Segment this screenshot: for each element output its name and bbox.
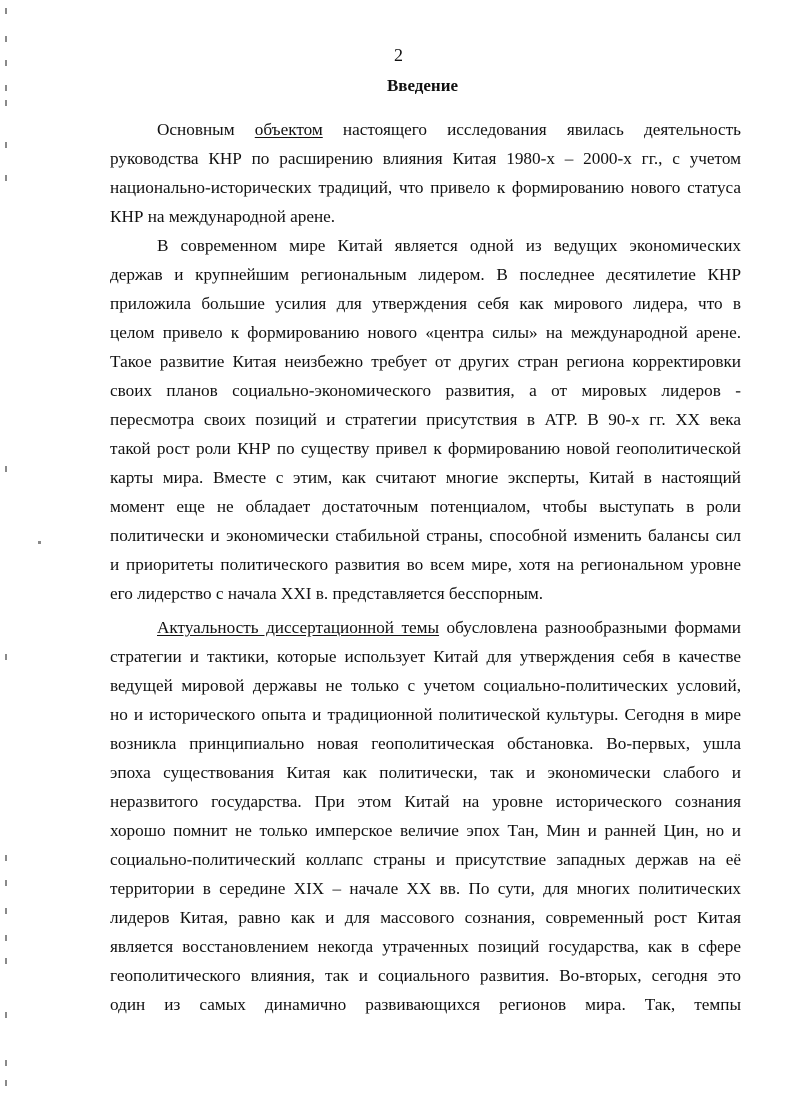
scan-speck bbox=[5, 100, 7, 106]
text-line bbox=[110, 318, 741, 347]
text-run: В современном мире Китай является одной из ведущих экономических bbox=[157, 236, 741, 255]
text-run: стратегии и тактики, которые использует Китай для утверждения себя в качестве bbox=[110, 647, 741, 666]
scan-speck bbox=[5, 908, 7, 914]
text-run: Основным bbox=[157, 120, 255, 139]
text-line bbox=[110, 202, 335, 231]
scan-speck bbox=[5, 935, 7, 941]
text-line bbox=[110, 260, 741, 289]
text-line bbox=[110, 874, 741, 903]
text-run: и приоритеты политического развития во всем мире, хотя на региональном уровне bbox=[110, 555, 741, 574]
scan-speck bbox=[5, 1060, 7, 1066]
text-line bbox=[110, 671, 741, 700]
text-run: своих планов социально-экономического развития, а от мировых лидеров - bbox=[110, 381, 741, 400]
text-line bbox=[110, 463, 741, 492]
text-run: момент еще не обладает достаточным потенциалом, чтобы выступать в роли bbox=[110, 497, 741, 516]
scan-speck bbox=[5, 466, 7, 472]
text-run: территории в середине XIX – начале XX вв. По сути, для многих политических bbox=[110, 879, 741, 898]
scan-speck bbox=[5, 1080, 7, 1086]
text-run: настоящего исследования явилась деятельность bbox=[322, 120, 741, 139]
text-run: такой рост роли КНР по существу привел к формированию новой геополитической bbox=[110, 439, 741, 458]
text-line bbox=[110, 758, 741, 787]
text-run: его лидерство с начала XXI в. представляется бесспорным. bbox=[110, 584, 544, 603]
text-line bbox=[110, 700, 741, 729]
text-run: один из самых динамично развивающихся регионов мира. Так, темпы bbox=[110, 995, 741, 1014]
scan-speck bbox=[5, 958, 7, 964]
text-run: карты мира. Вместе с этим, как считают многие эксперты, Китай в настоящий bbox=[110, 468, 741, 487]
text-line bbox=[110, 289, 741, 318]
text-run: политически и экономически стабильной страны, способной изменить балансы сил bbox=[110, 526, 741, 545]
text-line bbox=[110, 347, 741, 376]
text-run: целом привело к формированию нового «центра силы» на международной арене. bbox=[110, 323, 741, 342]
page-number: 2 bbox=[394, 45, 403, 65]
text-line bbox=[110, 990, 741, 1019]
scan-speck bbox=[5, 142, 7, 148]
text-line bbox=[157, 613, 741, 642]
scan-speck bbox=[5, 36, 7, 42]
scan-speck bbox=[5, 85, 7, 91]
text-line bbox=[110, 521, 741, 550]
text-run: пересмотра своих позиций и стратегии присутствия в АТР. В 90-х гг. XX века bbox=[110, 410, 741, 429]
text-run: руководства КНР по расширению влияния Китая 1980-х – 2000-х гг., с учетом bbox=[110, 149, 741, 168]
text-line bbox=[157, 115, 741, 144]
underlined-term: Актуальность диссертационной темы bbox=[157, 618, 440, 637]
text-run: КНР на международной арене. bbox=[110, 207, 336, 226]
text-line bbox=[110, 376, 741, 405]
text-run: возникла принципиально новая геополитическая обстановка. Во-первых, ушла bbox=[110, 734, 741, 753]
text-line bbox=[110, 173, 741, 202]
section-heading: Введение bbox=[386, 76, 459, 95]
text-line bbox=[110, 787, 741, 816]
scan-speck bbox=[5, 654, 7, 660]
text-line bbox=[110, 434, 741, 463]
underlined-term: объектом bbox=[254, 120, 323, 139]
text-run: национально-исторических традиций, что привело к формированию нового статуса bbox=[110, 178, 741, 197]
scan-speck bbox=[5, 175, 7, 181]
text-line bbox=[110, 816, 741, 845]
text-run: является восстановлением некогда утраченных позиций государства, как в сфере bbox=[110, 937, 741, 956]
text-line bbox=[157, 231, 741, 260]
text-run: хорошо помнит не только имперское величие эпох Тан, Мин и ранней Цин, но и bbox=[110, 821, 741, 840]
text-line bbox=[110, 903, 741, 932]
text-line bbox=[110, 144, 741, 173]
text-run: неразвитого государства. При этом Китай на уровне исторического сознания bbox=[110, 792, 741, 811]
text-run: обусловлена разнообразными формами bbox=[439, 618, 741, 637]
text-run: эпоха существования Китая как политически, так и экономически слабого и bbox=[110, 763, 741, 782]
scan-speck bbox=[5, 1012, 7, 1018]
text-line bbox=[110, 932, 741, 961]
text-line bbox=[110, 492, 741, 521]
text-run: геополитического влияния, так и социального развития. Во-вторых, сегодня это bbox=[110, 966, 741, 985]
text-run: держав и крупнейшим региональным лидером. В последнее десятилетие КНР bbox=[110, 265, 741, 284]
scan-speck bbox=[5, 880, 7, 886]
text-line bbox=[110, 845, 741, 874]
text-line bbox=[110, 405, 741, 434]
text-line bbox=[110, 550, 741, 579]
text-line bbox=[110, 579, 543, 608]
text-run: ведущей мировой державы не только с учетом социально-политических условий, bbox=[110, 676, 741, 695]
text-line bbox=[110, 642, 741, 671]
text-run: Такое развитие Китая неизбежно требует от других стран региона корректировки bbox=[110, 352, 741, 371]
text-line bbox=[110, 729, 741, 758]
scan-speck bbox=[5, 8, 7, 14]
scan-speck bbox=[38, 541, 41, 544]
text-line bbox=[110, 961, 741, 990]
scan-speck bbox=[5, 60, 7, 66]
text-run: социально-политический коллапс страны и присутствие западных держав на её bbox=[110, 850, 741, 869]
text-run: но и исторического опыта и традиционной политической культуры. Сегодня в мире bbox=[110, 705, 741, 724]
scan-speck bbox=[5, 855, 7, 861]
text-run: приложила большие усилия для утверждения себя как мирового лидера, что в bbox=[110, 294, 741, 313]
text-run: лидеров Китая, равно как и для массового сознания, современный рост Китая bbox=[110, 908, 741, 927]
